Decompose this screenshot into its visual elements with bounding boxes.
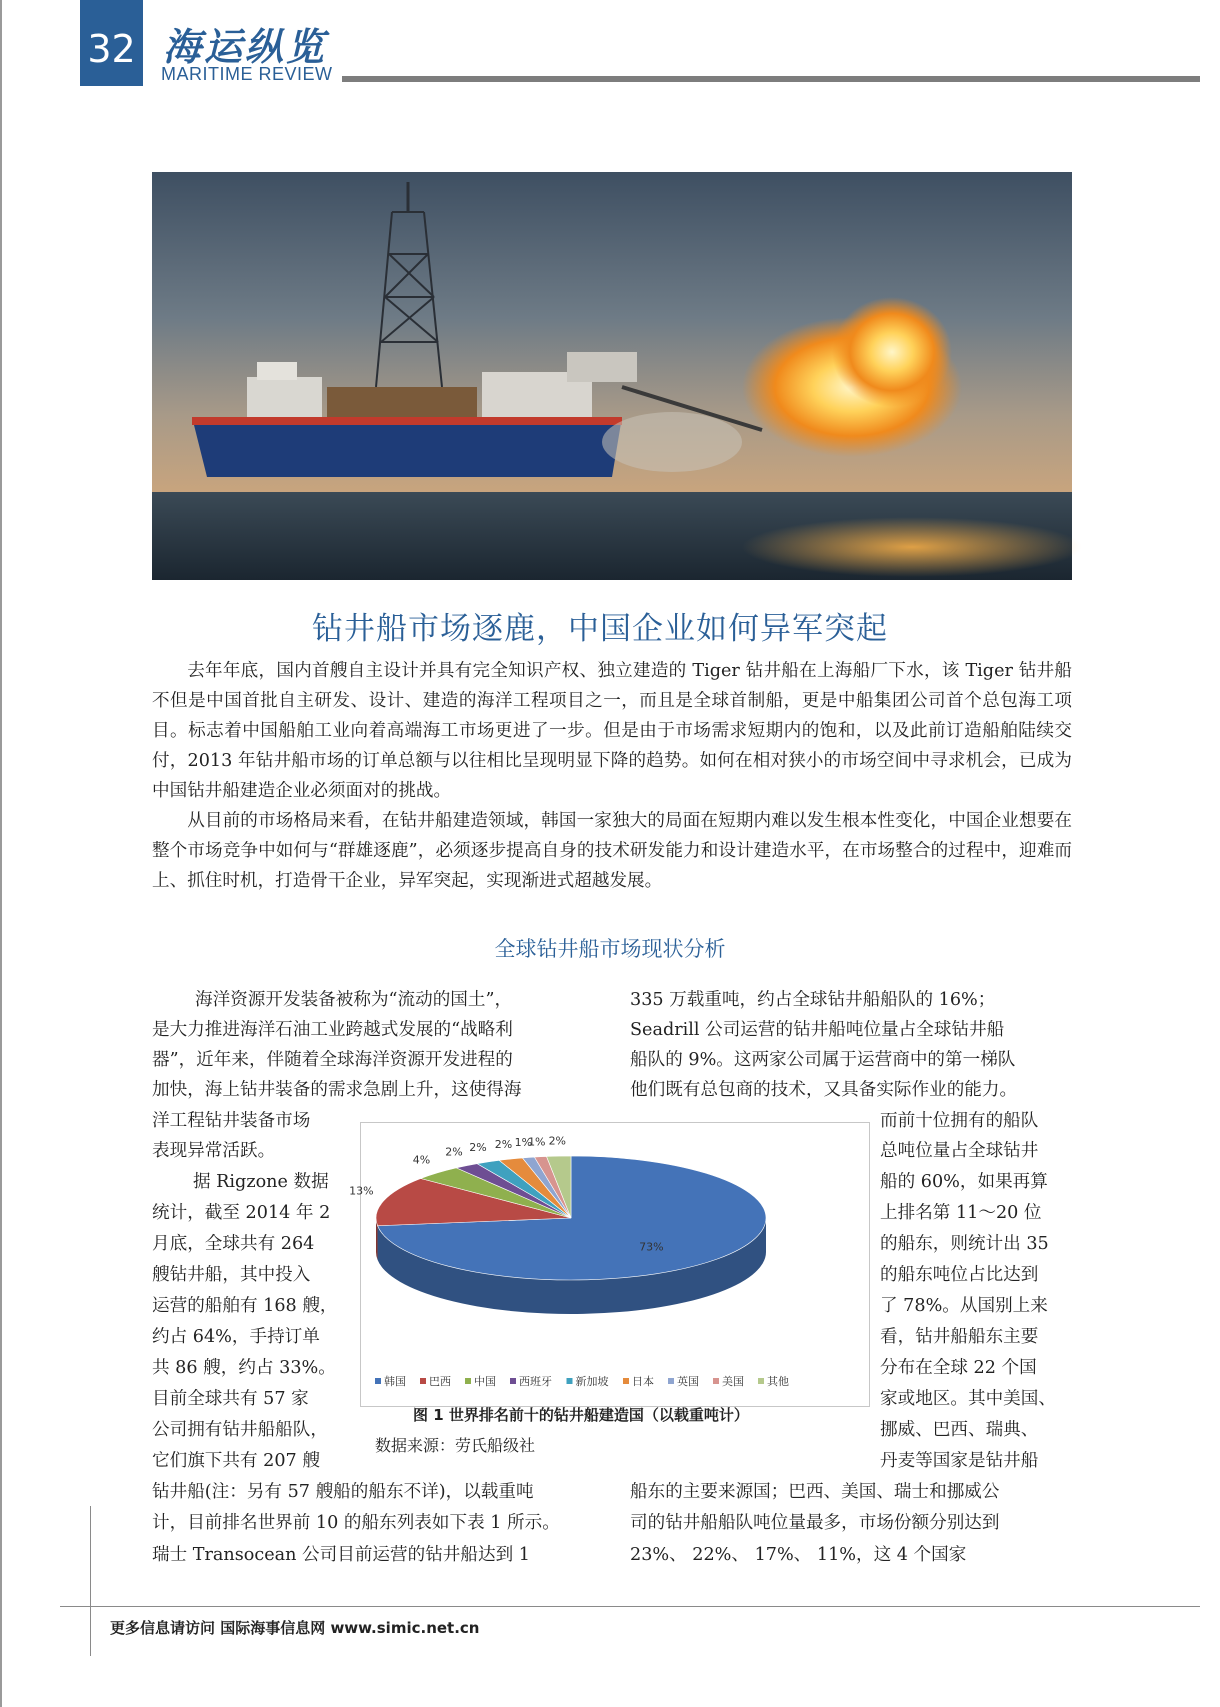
body-text-line: 加快，海上钻井装备的需求急剧上升，这使得海 (152, 1080, 522, 1100)
legend-label: 新加坡 (575, 1375, 609, 1388)
page-left-border (0, 0, 2, 1707)
section-heading: 全球钻井船市场现状分析 (494, 937, 726, 961)
body-text-line: 是大力推进海洋石油工业跨越式发展的“战略利 (152, 1020, 513, 1040)
body-text-line: 总吨位量占全球钻井 (880, 1141, 1039, 1161)
drillship-photo (152, 172, 1072, 580)
intro-paragraph: 从目前的市场格局来看，在钻井船建造领域，韩国一家独大的局面在短期内难以发生根本性变化，中国企业想要在整个市场竞争中如何与“群雄逐鹿”，必须逐步提高自身的技术研发能力和设计建造水平，在市场整合的过程中，迎难而上、抓住时机，打造骨干企业，异军突起，实现渐进式超越发展。 (152, 811, 1072, 891)
body-text-line: 的船东吨位占比达到 (880, 1265, 1039, 1285)
body-text-line: 他们既有总包商的技术，又具备实际作业的能力。 (630, 1080, 1018, 1100)
body-text-line: 目前全球共有 57 家 (152, 1389, 309, 1409)
footer-text: 更多信息请访问 国际海事信息网 www.simic.net.cn (110, 1619, 480, 1637)
body-text-line: 据 Rigzone 数据 (193, 1172, 329, 1192)
body-text-line: 它们旗下共有 207 艘 (152, 1451, 320, 1471)
pie-slice-label: 4% (412, 1153, 431, 1167)
body-text-line: 月底，全球共有 264 (152, 1234, 315, 1254)
body-text-line: 上排名第 11～20 位 (880, 1203, 1042, 1223)
body-text-line: 共 86 艘，约占 33%。 (152, 1358, 336, 1378)
pie-chart-frame (349, 1122, 870, 1407)
body-text-line: 船东的主要来源国；巴西、美国、瑞士和挪威公 (630, 1482, 1000, 1502)
body-text-line: 海洋资源开发装备被称为“流动的国土”， (195, 990, 513, 1010)
body-text-line: 洋工程钻井装备市场 (152, 1111, 311, 1131)
pie-slice-label: 2% (494, 1138, 513, 1151)
body-text-line: 看，钻井船船东主要 (880, 1327, 1039, 1347)
pie-slice-label: 1% (528, 1135, 546, 1149)
body-text-line: 335 万载重吨，约占全球钻井船船队的 16%； (630, 990, 996, 1010)
header-rule (342, 76, 1200, 82)
magazine-subtitle: MARITIME REVIEW (161, 64, 333, 84)
body-text-line: 家或地区。其中美国、 (880, 1389, 1056, 1409)
legend-label: 其他 (767, 1375, 789, 1388)
legend-label: 美国 (722, 1375, 744, 1388)
article-title: 钻井船市场逐鹿，中国企业如何异军突起 (312, 611, 888, 647)
footer-rule (60, 1606, 1200, 1607)
legend-label: 英国 (677, 1375, 699, 1388)
body-text-line: 的船东，则统计出 35 (880, 1234, 1049, 1254)
intro-paragraph: 去年年底，国内首艘自主设计并具有完全知识产权、独立建造的 Tiger 钻井船在上海船厂下水，该 Tiger 钻井船不但是中国首批自主研发、设计、建造的海洋工程项目之一，而且是全球首制船，更是中船集团公司首个总包海工项目。标志着中国船舶工业向着高端海工市场更进了一步。但是由于市场需求短期内的饱和，以及此前订造船舶陆续交付，2013 年钻井船市场的订单总额与以往相比呈现明显下降的趋势。如何在相对狭小的市场空间中寻求机会，已成为中国钻井船建造企业必须面对的挑战。 (152, 661, 1072, 801)
pie-slice-label: 73% (639, 1240, 664, 1254)
legend-swatch-巴西 (420, 1378, 426, 1384)
legend-label: 西班牙 (519, 1375, 552, 1388)
body-text-line: 器”，近年来，伴随着全球海洋资源开发进程的 (152, 1050, 513, 1070)
body-text-line: 了 78%。从国别上来 (880, 1296, 1048, 1316)
chart-caption: 图 1 世界排名前十的钻井船建造国（以载重吨计） (413, 1406, 749, 1424)
body-text-line: 而前十位拥有的船队 (880, 1111, 1039, 1131)
body-text-line: Seadrill 公司运营的钻井船吨位量占全球钻井船 (630, 1020, 1005, 1040)
legend-swatch-其他 (758, 1378, 764, 1384)
body-text-line: 司的钻井船船队吨位量最多，市场份额分别达到 (630, 1513, 1000, 1533)
body-text-line: 运营的船舶有 168 艘， (152, 1296, 338, 1316)
pie-slice-label: 2% (445, 1145, 463, 1159)
pie-chart (349, 1123, 869, 1406)
body-text-line: 船队的 9%。这两家公司属于运营商中的第一梯队 (630, 1050, 1016, 1070)
legend-label: 日本 (632, 1375, 654, 1388)
pie-slice-label: 1% (514, 1136, 533, 1150)
body-text-line: 公司拥有钻井船船队， (152, 1420, 328, 1440)
legend-swatch-韩国 (375, 1378, 381, 1384)
body-text-line: 瑞士 Transocean 公司目前运营的钻井船达到 1 (152, 1545, 530, 1565)
chart-source: 数据来源：劳氏船级社 (375, 1436, 536, 1455)
body-text-line: 挪威、巴西、瑞典、 (880, 1420, 1039, 1440)
body-text-line: 分布在全球 22 个国 (880, 1358, 1037, 1378)
legend-swatch-西班牙 (510, 1378, 516, 1384)
body-text-line: 表现异常活跃。 (152, 1141, 276, 1161)
pie-slice-label: 2% (548, 1134, 567, 1148)
legend-label: 巴西 (429, 1375, 451, 1388)
legend-label: 中国 (474, 1375, 496, 1388)
legend-swatch-英国 (668, 1378, 674, 1384)
legend-swatch-美国 (713, 1378, 719, 1384)
legend-label: 韩国 (384, 1375, 406, 1388)
page-number: 32 (87, 27, 136, 71)
magazine-title: 海运纵览 (163, 24, 328, 69)
body-text-line: 钻井船(注：另有 57 艘船的船东不详)，以载重吨 (152, 1482, 534, 1502)
legend-swatch-新加坡 (567, 1378, 573, 1384)
body-text-line: 丹麦等国家是钻井船 (880, 1451, 1039, 1471)
pie-slice-label: 2% (469, 1141, 487, 1155)
pie-slice-label: 13% (349, 1184, 374, 1198)
legend-swatch-中国 (465, 1378, 471, 1384)
body-text-line: 船的 60%，如果再算 (880, 1172, 1048, 1192)
legend-swatch-日本 (623, 1378, 629, 1384)
body-text-line: 计，目前排名世界前 10 的船东列表如下表 1 所示。 (152, 1513, 560, 1533)
body-text-line: 艘钻井船，其中投入 (152, 1265, 311, 1285)
body-text-line: 统计，截至 2014 年 2 (152, 1203, 331, 1223)
body-text-line: 约占 64%，手持订单 (152, 1327, 320, 1347)
body-text-line: 23%、 22%、 17%、 11%，这 4 个国家 (630, 1545, 967, 1565)
footer-vertical-rule (90, 1506, 91, 1656)
